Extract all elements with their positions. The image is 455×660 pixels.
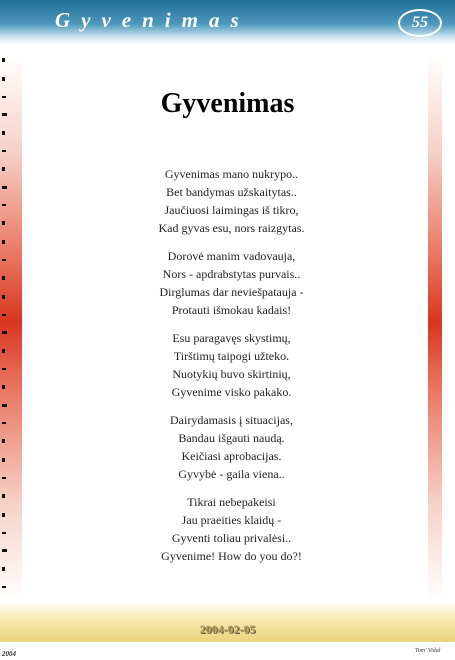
poem-line: Bet bandymas užskaitytas.. [166, 185, 297, 199]
footer-author: Tom' Vidal [415, 648, 441, 654]
poem-line: Nors - apdrabstytas purvais.. [162, 267, 301, 281]
poem-line: Gyvybė - gaila viena.. [178, 467, 285, 481]
stanza [0, 329, 455, 401]
poem-line: Gyventi toliau privalėsi.. [171, 531, 292, 545]
poem-line: Tikrai nebepakeisi [187, 495, 276, 509]
poem-line: Dorovė manim vadovauja, [167, 249, 296, 263]
poem-line: Protauti išmokau kadais! [171, 303, 292, 317]
poem-line: Dairydamasis į situacijas, [170, 413, 293, 427]
poem-line: Jau praeities klaidų - [181, 513, 282, 527]
poem-date: 2004-02-05 [199, 622, 256, 636]
page-number: 55 [412, 14, 428, 31]
stanza [0, 493, 455, 565]
footer-year: 2004 [2, 650, 16, 658]
poem-line: Kad gyvas esu, nors raizgytas. [158, 221, 305, 235]
stanza [0, 247, 455, 319]
poem-line: Keičiasi aprobacijas. [181, 449, 282, 463]
poem-line: Bandau išgauti naudą. [178, 431, 285, 445]
poem-body [0, 165, 455, 575]
poem-line: Jaučiuosi laimingas iš tikro, [164, 203, 299, 217]
header-title: Gyvenimas [55, 8, 250, 32]
poem-line: Gyvenimas mano nukrypo.. [164, 167, 299, 181]
poem-title: Gyvenimas [160, 88, 295, 119]
poem-line: Gyvenime visko pakako. [171, 385, 292, 399]
header-bar [0, 0, 455, 44]
poem-line: Esu paragavęs skystimų, [172, 331, 291, 345]
stanza [0, 411, 455, 483]
poem-line: Tirštimų taipogi užteko. [173, 349, 290, 363]
poem-line: Gyvenime! How do you do?! [161, 549, 302, 563]
stanza [0, 165, 455, 237]
page-number-badge [398, 9, 442, 37]
poem-line: Nuotykių buvo skirtinių, [172, 367, 291, 381]
poem-line: Dirglumas dar neviešpatauja - [159, 285, 304, 299]
